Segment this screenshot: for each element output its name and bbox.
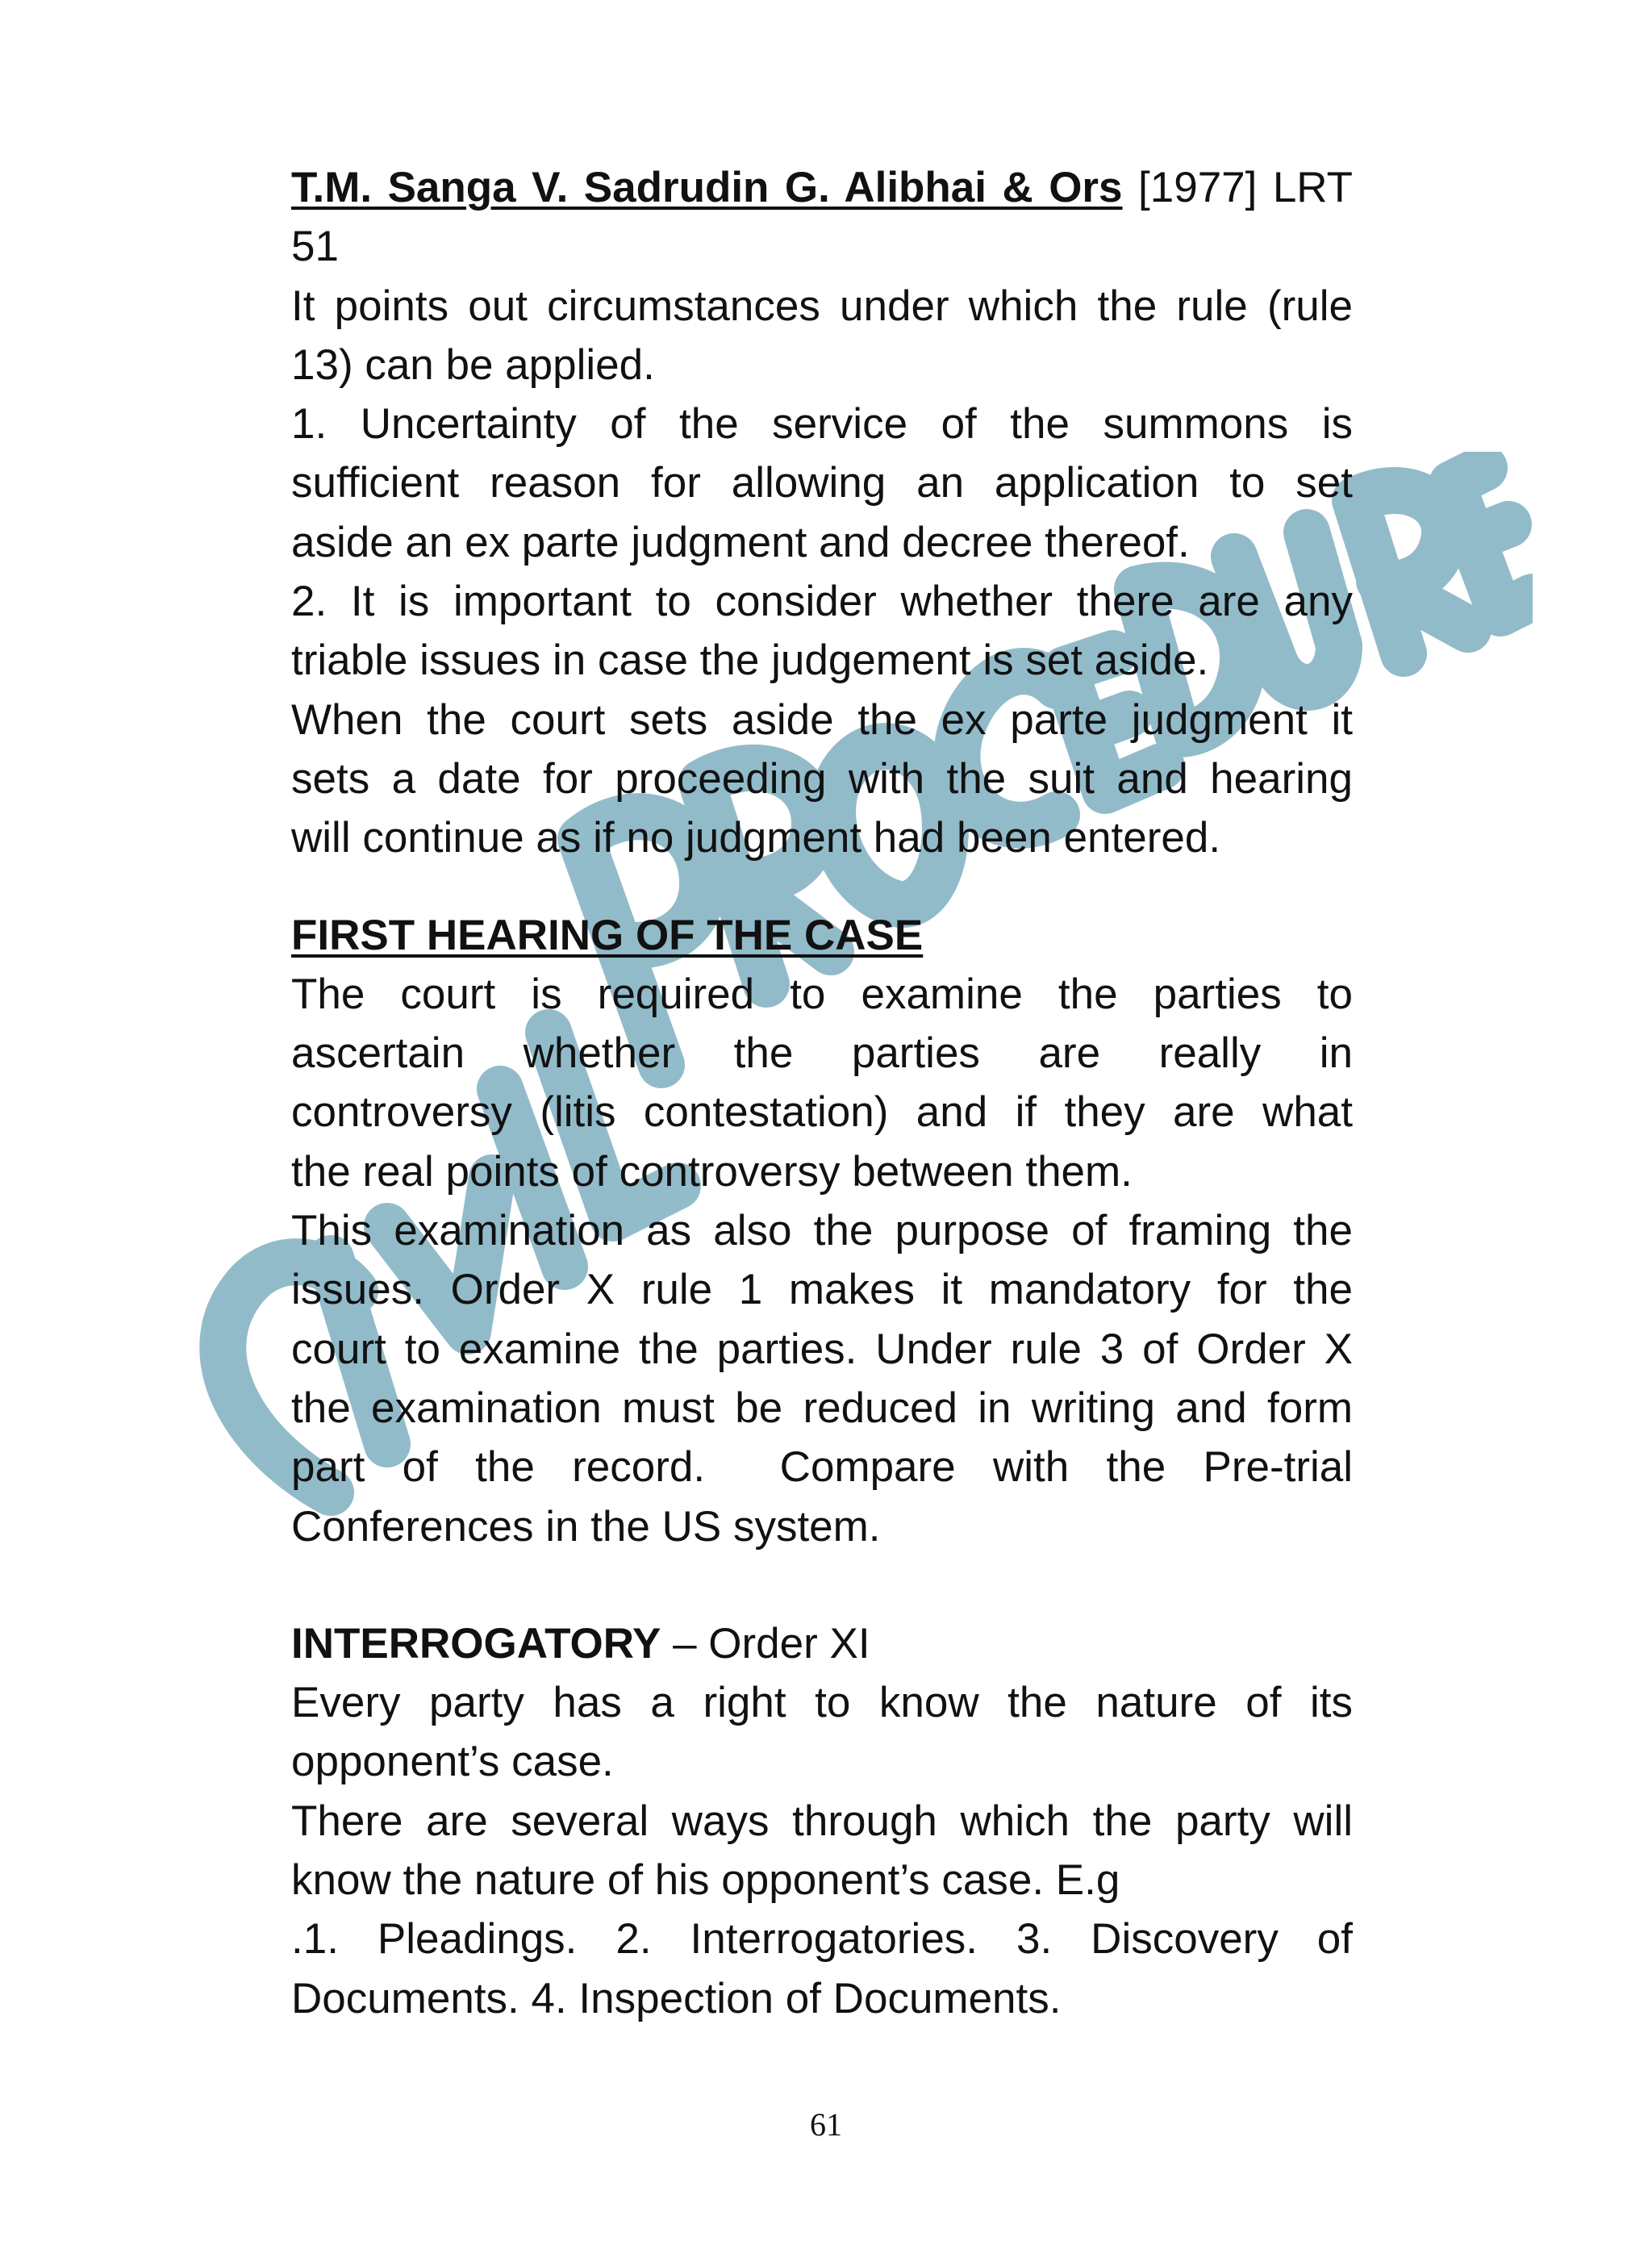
first-hearing-line-2: ascertain whether the parties are really in: [291, 1029, 1353, 1078]
point-2-line-2: triable issues in case the judgement is set aside.: [291, 637, 1209, 685]
first-hearing-line-9: part of the record. Compare with the Pre-trial: [291, 1443, 1353, 1492]
point-2-line-1: 2. It is important to consider whether there are any: [291, 578, 1353, 626]
first-hearing-heading: FIRST HEARING OF THE CASE: [291, 911, 924, 959]
interrogatory-line-5: .1. Pleadings. 2. Interrogatories. 3. Discovery of: [291, 1915, 1353, 1964]
interrogatory-heading-line: [291, 1614, 1353, 1673]
first-hearing-line-3: controversy (litis contestation) and if they are what: [291, 1088, 1353, 1137]
conclusion-line-1: When the court sets aside the ex parte judgment it: [291, 695, 1353, 744]
interrogatory-heading: INTERROGATORY: [291, 1619, 661, 1668]
first-hearing-line-10: Conferences in the US system.: [291, 1502, 881, 1551]
page-number: 61: [810, 2106, 842, 2143]
case-name: T.M. Sanga V. Sadrudin G. Alibhai & Ors: [291, 164, 1123, 211]
first-hearing-line-8: the examination must be reduced in writing and form: [291, 1384, 1353, 1432]
interrogatory-line-6: Documents. 4. Inspection of Documents.: [291, 1974, 1062, 2022]
interrogatory-line-1: Every party has a right to know the nature of its: [291, 1679, 1353, 1727]
case-intro-line-1: It points out circumstances under which the rule (rule: [291, 282, 1353, 330]
conclusion-line-3: will continue as if no judgment had been entered.: [291, 814, 1221, 862]
first-hearing-line-1: The court is required to examine the parties to: [291, 970, 1353, 1018]
first-hearing-heading-line: [291, 906, 1353, 965]
first-hearing-line-4: the real points of controversy between them.: [291, 1147, 1133, 1196]
case-title-line: [291, 158, 1353, 217]
point-1-line-1: 1. Uncertainty of the service of the summons is: [291, 400, 1353, 449]
first-hearing-line-7: court to examine the parties. Under rule 3 of Order X: [291, 1325, 1353, 1373]
case-citation-continued: 51: [291, 223, 339, 271]
interrogatory-line-2: opponent’s case.: [291, 1738, 614, 1786]
case-intro-line-2: 13) can be applied.: [291, 340, 655, 389]
document-body: [291, 158, 1353, 2028]
interrogatory-line-4: know the nature of his opponent’s case. E.g: [291, 1856, 1120, 1905]
conclusion-line-2: sets a date for proceeding with the suit and hearing: [291, 754, 1353, 803]
first-hearing-line-6: issues. Order X rule 1 makes it mandatory for the: [291, 1266, 1353, 1314]
interrogatory-line-3: There are several ways through which the party will: [291, 1797, 1353, 1845]
point-1-line-2: sufficient reason for allowing an application to set: [291, 459, 1353, 507]
case-citation: [1977] LRT: [1138, 164, 1354, 211]
first-hearing-line-5: This examination as also the purpose of framing the: [291, 1207, 1353, 1255]
point-1-line-3: aside an ex parte judgment and decree thereof.: [291, 518, 1190, 566]
interrogatory-order: – Order XI: [661, 1619, 870, 1668]
